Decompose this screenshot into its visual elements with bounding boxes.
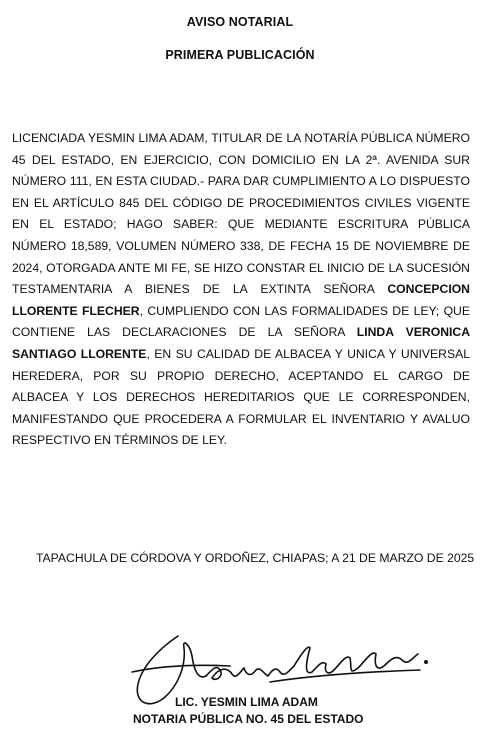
signer-role: NOTARIA PÚBLICA NO. 45 DEL ESTADO <box>133 712 364 726</box>
body-text-part2: , CUMPLIENDO CON LAS FORMALIDADES DE LEY; QUE CONTIENE LAS DECLARACIONES DE LA SEÑORA <box>12 303 470 340</box>
executor-name: LINDA VERONICA SANTIAGO LLORENTE <box>12 325 470 361</box>
decedent-name: CONCEPCION LLORENTE FLECHER <box>12 282 470 318</box>
body-text-part3: , EN SU CALIDAD DE ALBACEA Y UNICA Y UNIVERSAL HEREDERA, POR SU PROPIO DERECHO, ACEPTANDO EL CARGO DE ALBACEA Y LOS DERECHOS HEREDITARIOS QUE LE CORRESPONDEN, MANIFESTANDO QUE PROCEDERA A FORMULAR EL INVENTARIO Y AVALUO RESPECTIVO EN TÉRMINOS DE LEY. <box>12 346 470 448</box>
signer-name: LIC. YESMIN LIMA ADAM <box>175 695 318 709</box>
notice-title: AVISO NOTARIAL <box>186 15 294 29</box>
publication-label: PRIMERA PUBLICACIÓN <box>165 48 315 62</box>
place-date: TAPACHULA DE CÓRDOVA Y ORDOÑEZ, CHIAPAS; A 21 DE MARZO DE 2025 <box>36 551 475 565</box>
notice-body <box>12 128 470 452</box>
body-text-part1: LICENCIADA YESMIN LIMA ADAM, TITULAR DE LA NOTARÍA PÚBLICA NÚMERO 45 DEL ESTADO, EN EJERCICIO, CON DOMICILIO EN LA 2ª. AVENIDA SUR NÚMERO 111, EN ESTA CIUDAD.- PARA DAR CUMPLIMIENTO A LO DISPUESTO EN EL ARTÍCULO 845 DEL CÓDIGO DE PROCEDIMIENTOS CIVILES VIGENTE EN EL ESTADO; HAGO SABER: QUE MEDIANTE ESCRITURA PÚBLICA NÚMERO 18,589, VOLUMEN NÚMERO 338, DE FECHA 15 DE NOVIEMBRE DE 2024, OTORGADA ANTE MI FE, SE HIZO CONSTAR EL INICIO DE LA SUCESIÓN TESTAMENTARIA A BIENES DE LA EXTINTA SEÑORA <box>12 131 470 297</box>
